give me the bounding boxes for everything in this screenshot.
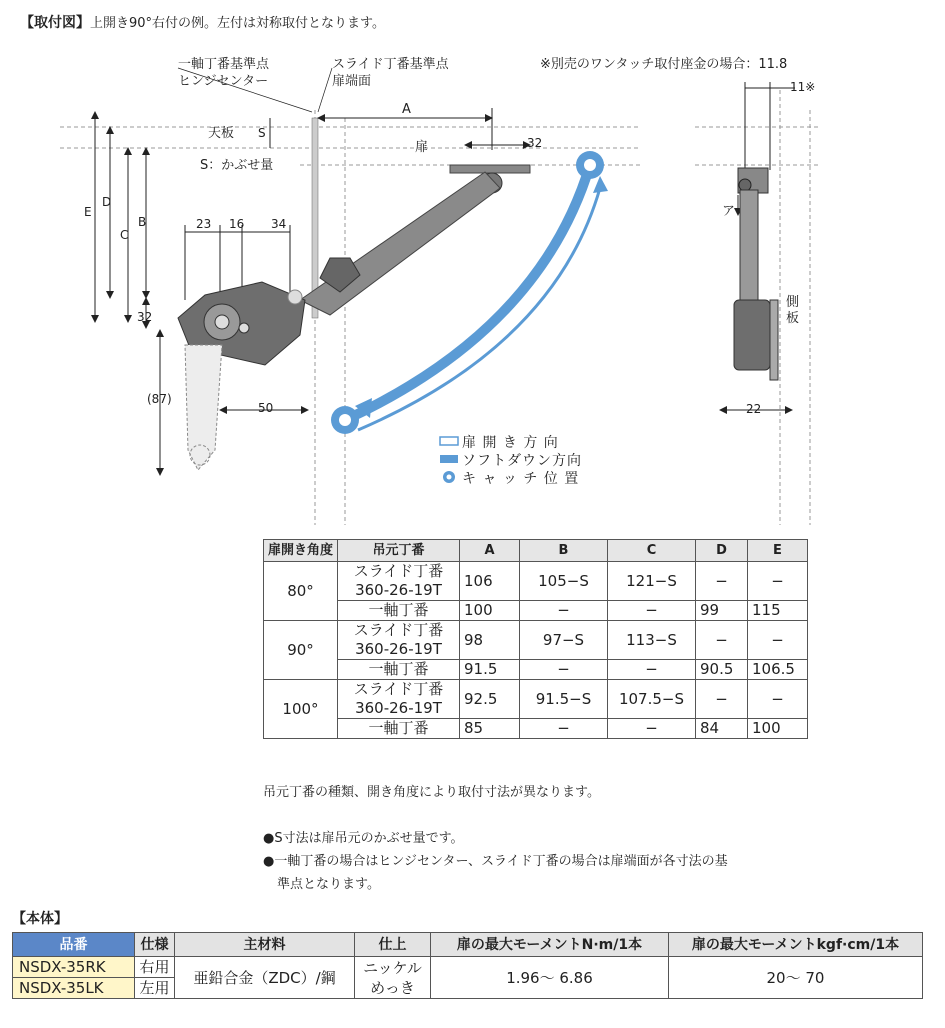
value-cell: − xyxy=(520,660,608,680)
value-cell: 97−S xyxy=(520,621,608,660)
note-line: 準点となります。 xyxy=(277,877,380,892)
product-table xyxy=(12,932,923,999)
value-cell: 91.5 xyxy=(460,660,520,680)
value-cell: − xyxy=(608,601,696,621)
label-door: 扉 xyxy=(415,140,429,155)
product-code: NSDX-35RK xyxy=(13,957,135,978)
value-cell: − xyxy=(748,621,808,660)
finish-cell: ニッケル めっき xyxy=(355,957,431,999)
value-cell: 98 xyxy=(460,621,520,660)
value-cell: 100 xyxy=(460,601,520,621)
table-row xyxy=(264,719,808,739)
angle-cell: 80° xyxy=(264,562,338,621)
table-row xyxy=(264,660,808,680)
value-cell: − xyxy=(520,601,608,621)
value-cell: 115 xyxy=(748,601,808,621)
hinge-cell: スライド丁番 360-26-19T xyxy=(338,621,460,660)
label-hinge-ref: 一軸丁番基準点 xyxy=(178,57,270,72)
value-cell: − xyxy=(748,680,808,719)
heading-title: 【取付図】 xyxy=(20,15,90,31)
label-slide-ref: スライド丁番基準点 xyxy=(332,57,449,72)
legend-softdown-swatch xyxy=(440,455,458,463)
table-row xyxy=(13,957,923,978)
dim-23: 23 xyxy=(196,217,212,231)
value-cell: − xyxy=(520,719,608,739)
dim-label-a: A xyxy=(402,102,411,117)
col-header-b: B xyxy=(520,540,608,562)
table-header-row xyxy=(13,933,923,957)
dim-32-top: 32 xyxy=(527,136,543,150)
heading-caption: 上開き90°右付の例。左付は対称取付となります。 xyxy=(90,16,386,31)
moment-kgf-cell: 20〜 70 xyxy=(669,957,923,999)
col-header-finish: 仕上 xyxy=(355,933,431,957)
value-cell: 84 xyxy=(696,719,748,739)
value-cell: 106.5 xyxy=(748,660,808,680)
dim-label-s: S xyxy=(258,126,266,140)
legend-open-swatch xyxy=(440,437,458,445)
value-cell: 105−S xyxy=(520,562,608,601)
label-side-board: 側板 xyxy=(786,295,800,326)
col-header-e: E xyxy=(748,540,808,562)
hinge-cell: 一軸丁番 xyxy=(338,601,460,621)
product-code: NSDX-35LK xyxy=(13,978,135,999)
value-cell: 91.5−S xyxy=(520,680,608,719)
table-row xyxy=(264,680,808,719)
table-row xyxy=(264,562,808,601)
dim-32-side: 32 xyxy=(137,310,153,324)
table-row xyxy=(264,621,808,660)
dim-11: 11※ xyxy=(790,80,816,94)
label-overlay: S：かぶせ量 xyxy=(200,158,274,173)
label-a: ア xyxy=(722,204,736,219)
label-hinge-center: ヒンジセンター xyxy=(178,74,269,89)
value-cell: − xyxy=(608,660,696,680)
dim-label-e: E xyxy=(84,205,92,219)
hinge-cell: スライド丁番 360-26-19T xyxy=(338,562,460,601)
value-cell: 85 xyxy=(460,719,520,739)
note-washer: ※別売のワンタッチ取付座金の場合：11.8 xyxy=(540,57,788,72)
value-cell: 106 xyxy=(460,562,520,601)
note-line: ●一軸丁番の場合はヒンジセンター、スライド丁番の場合は扉端面が各寸法の基 xyxy=(263,854,728,869)
col-header-code: 品番 xyxy=(13,933,135,957)
label-top-board: 天板 xyxy=(208,126,235,141)
value-cell: 121−S xyxy=(608,562,696,601)
value-cell: − xyxy=(696,680,748,719)
col-header-hinge: 吊元丁番 xyxy=(338,540,460,562)
hinge-cell: 一軸丁番 xyxy=(338,660,460,680)
hinge-cell: スライド丁番 360-26-19T xyxy=(338,680,460,719)
value-cell: − xyxy=(748,562,808,601)
legend-open-direction: 扉 開 き 方 向 xyxy=(462,435,559,451)
legend-softdown-direction: ソフトダウン方向 xyxy=(462,453,582,469)
dim-label-c: C xyxy=(120,228,129,242)
col-header-spec: 仕様 xyxy=(135,933,175,957)
col-header-a: A xyxy=(460,540,520,562)
value-cell: 113−S xyxy=(608,621,696,660)
dim-34: 34 xyxy=(271,217,287,231)
spec-cell: 右用 xyxy=(135,957,175,978)
dim-16: 16 xyxy=(229,217,245,231)
value-cell: 90.5 xyxy=(696,660,748,680)
value-cell: 92.5 xyxy=(460,680,520,719)
hinge-cell: 一軸丁番 xyxy=(338,719,460,739)
spec-cell: 左用 xyxy=(135,978,175,999)
value-cell: − xyxy=(696,562,748,601)
angle-cell: 90° xyxy=(264,621,338,680)
col-header-d: D xyxy=(696,540,748,562)
table-footnote: 吊元丁番の種類、開き角度により取付寸法が異なります。 xyxy=(263,785,600,800)
note-line: ●S寸法は扉吊元のかぶせ量です。 xyxy=(263,831,464,846)
col-header-moment-kgf: 扉の最大モーメントkgf·cm/1本 xyxy=(669,933,923,957)
col-header-angle: 扉開き角度 xyxy=(264,540,338,562)
value-cell: 99 xyxy=(696,601,748,621)
value-cell: − xyxy=(608,719,696,739)
dim-label-b: B xyxy=(138,215,147,229)
col-header-material: 主材料 xyxy=(175,933,355,957)
value-cell: 100 xyxy=(748,719,808,739)
moment-nm-cell: 1.96〜 6.86 xyxy=(431,957,669,999)
angle-cell: 100° xyxy=(264,680,338,739)
label-door-face: 扉端面 xyxy=(332,74,372,89)
dim-50: 50 xyxy=(258,401,274,415)
col-header-c: C xyxy=(608,540,696,562)
side-view xyxy=(734,168,778,380)
dim-87: (87) xyxy=(147,392,172,406)
dimension-table xyxy=(263,539,808,739)
dim-22: 22 xyxy=(746,402,762,416)
body-section-title: 【本体】 xyxy=(12,911,68,927)
table-header-row xyxy=(264,540,808,562)
value-cell: 107.5−S xyxy=(608,680,696,719)
table-row xyxy=(264,601,808,621)
value-cell: − xyxy=(696,621,748,660)
legend-catch-position: キ ャ ッ チ 位 置 xyxy=(462,471,580,487)
col-header-moment-nm: 扉の最大モーメントN·m/1本 xyxy=(431,933,669,957)
dim-label-d: D xyxy=(102,195,112,209)
material-cell: 亜鉛合金（ZDC）/鋼 xyxy=(175,957,355,999)
